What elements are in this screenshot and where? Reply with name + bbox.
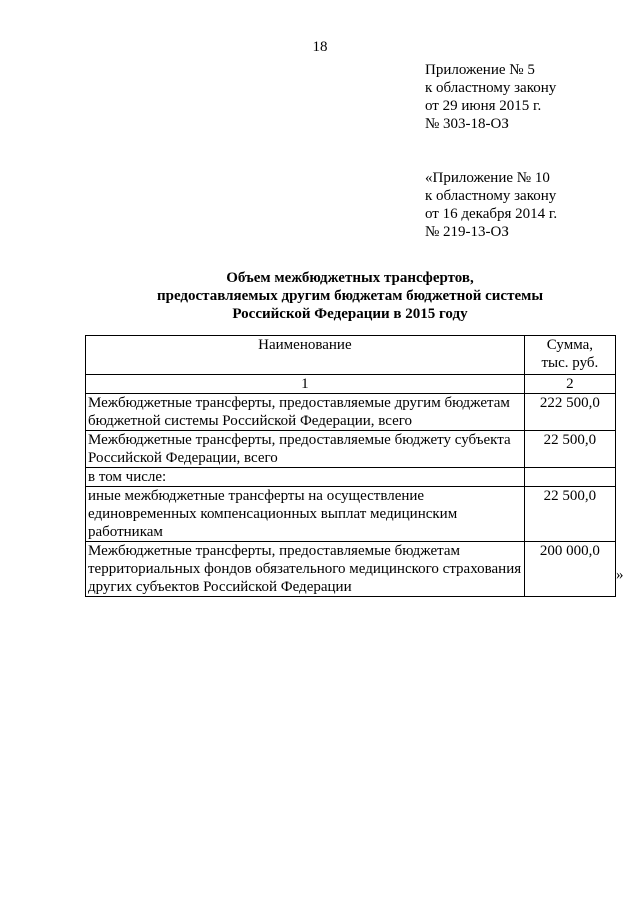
- header-sum-line-2: тыс. руб.: [541, 355, 599, 371]
- row-sum: [524, 468, 615, 487]
- row-sum: 200 000,0: [524, 542, 615, 597]
- appendix-previous-line-4: № 219-13-ОЗ: [425, 224, 509, 240]
- table-row: [86, 431, 616, 468]
- appendix-previous-line-3: от 16 декабря 2014 г.: [425, 206, 558, 222]
- table-header-row: [86, 336, 616, 375]
- row-name: Межбюджетные трансферты, предоставляемые бюджетам территориальных фондов обязательного медицинского страхования других субъектов Российской Федерации: [86, 542, 525, 597]
- column-number-name: 1: [86, 375, 525, 394]
- row-sum: 222 500,0: [524, 394, 615, 431]
- row-name: Межбюджетные трансферты, предоставляемые другим бюджетам бюджетной системы Российской Федерации, всего: [86, 394, 525, 431]
- appendix-current-line-3: от 29 июня 2015 г.: [425, 98, 542, 114]
- appendix-current-line-2: к областному закону: [425, 80, 557, 96]
- appendix-previous-reference: [425, 169, 625, 241]
- appendix-current-line-1: Приложение № 5: [425, 62, 535, 78]
- table-row: [86, 487, 616, 542]
- header-sum: [524, 336, 615, 375]
- row-name: иные межбюджетные трансферты на осуществление единовременных компенсационных выплат медицинским работникам: [86, 487, 525, 542]
- table-row: [86, 468, 616, 487]
- appendix-previous-line-1: «Приложение № 10: [425, 170, 550, 186]
- document-title-line-2: предоставляемых другим бюджетам бюджетной системы: [156, 288, 544, 304]
- document-title: [84, 269, 616, 323]
- row-sum: 22 500,0: [524, 431, 615, 468]
- appendix-current-reference: [425, 61, 625, 133]
- row-name: в том числе:: [86, 468, 525, 487]
- appendix-current-line-4: № 303-18-ОЗ: [425, 116, 509, 132]
- column-number-sum: 2: [524, 375, 615, 394]
- page-number: 18: [312, 39, 328, 55]
- transfers-table: [85, 335, 616, 597]
- document-title-line-1: Объем межбюджетных трансфертов,: [226, 270, 474, 286]
- row-name: Межбюджетные трансферты, предоставляемые бюджету субъекта Российской Федерации, всего: [86, 431, 525, 468]
- header-sum-line-1: Сумма,: [546, 337, 593, 353]
- table-column-number-row: [86, 375, 616, 394]
- appendix-previous-line-2: к областному закону: [425, 188, 557, 204]
- document-title-line-3: Российской Федерации в 2015 году: [232, 306, 468, 322]
- row-sum: 22 500,0: [524, 487, 615, 542]
- closing-quote: »: [616, 567, 624, 583]
- table-row: [86, 542, 616, 597]
- header-name: Наименование: [86, 336, 525, 375]
- table-row: [86, 394, 616, 431]
